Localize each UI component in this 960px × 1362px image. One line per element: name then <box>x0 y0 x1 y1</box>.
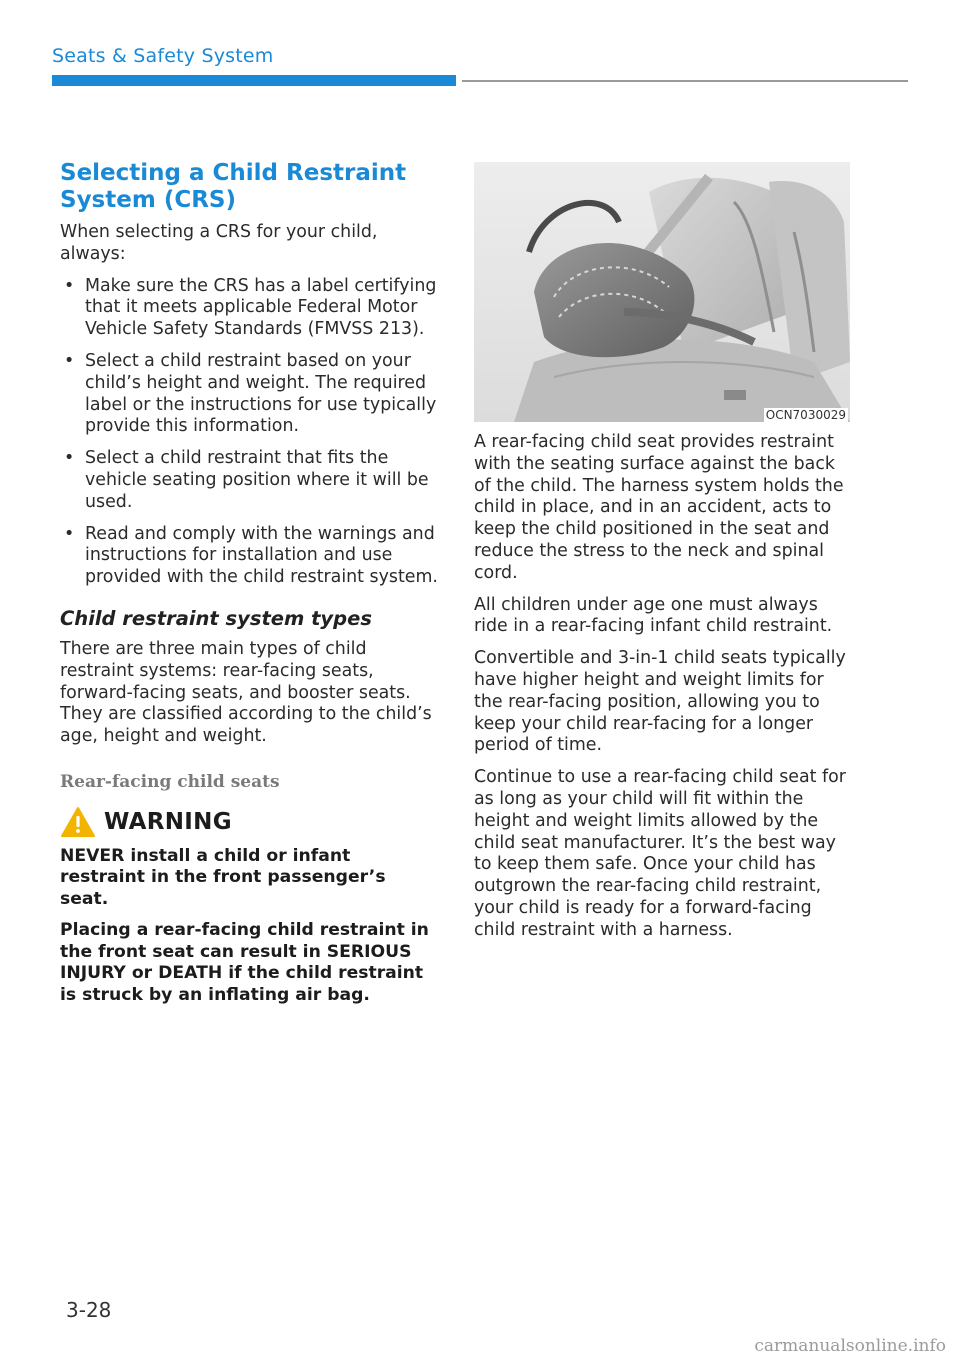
page-number: 3-28 <box>66 1298 112 1322</box>
paragraph: Convertible and 3-in-1 child seats typically have higher height and weight limits for the rear-facing position, allowing you to keep your child rear-facing for a longer period of time. <box>474 648 846 756</box>
bullet-icon: • <box>64 448 75 469</box>
list-item <box>60 524 438 589</box>
list-item-text: Read and comply with the warnings and instructions for installation and use provided with the child restraint system. <box>85 523 438 588</box>
right-column <box>474 162 850 952</box>
rear-facing-seat-figure <box>474 162 850 422</box>
header-title: Seats & Safety System <box>52 45 274 67</box>
list-item <box>60 448 438 513</box>
bullet-icon: • <box>64 350 75 371</box>
header-rule-gray <box>462 80 908 82</box>
warning-text-2: Placing a rear-facing child restraint in the front seat can result in SERIOUS INJURY or DEATH if the child restraint is struck by an inflating air bag. <box>60 920 429 1005</box>
left-column <box>60 160 438 1016</box>
list-item-text: Select a child restraint based on your child’s height and weight. The required label or the instructions for use typically provide this information. <box>85 350 437 437</box>
types-title: Child restraint system types <box>60 606 372 630</box>
paragraph: A rear-facing child seat provides restraint with the seating surface against the back of the child. The harness system holds the child in place, and in an accident, acts to keep the child positioned in the seat and reduce the stress to the neck and spinal cord. <box>474 432 844 583</box>
child-seat-illustration <box>474 162 850 422</box>
warning-icon <box>60 806 96 838</box>
warning-text-1: NEVER install a child or infant restraint in the front passenger’s seat. <box>60 845 386 909</box>
paragraph: Continue to use a rear-facing child seat for as long as your child will fit within the height and weight limits allowed by the child seat manufacturer. It’s the best way to keep them safe. Once your child has outgrown the rear-facing child restraint, your child is ready for a forward-facing child restraint with a harness. <box>474 767 846 940</box>
section-title: Selecting a Child Restraint System (CRS) <box>60 160 407 213</box>
warning-header <box>60 806 438 838</box>
bullet-icon: • <box>64 523 75 544</box>
intro-text: When selecting a CRS for your child, always: <box>60 222 378 264</box>
list-item <box>60 351 438 438</box>
paragraph: All children under age one must always ride in a rear-facing infant child restraint. <box>474 594 833 637</box>
requirements-list <box>60 276 438 589</box>
list-item-text: Make sure the CRS has a label certifying that it meets applicable Federal Motor Vehicle Safety Standards (FMVSS 213). <box>85 275 437 340</box>
list-item-text: Select a child restraint that fits the vehicle seating position where it will be used. <box>85 448 429 512</box>
types-text: There are three main types of child restraint systems: rear-facing seats, forward-facing seats, and booster seats. They are classified according to the child’s age, height and weight. <box>60 638 432 747</box>
list-item <box>60 276 438 341</box>
figure-caption: OCN7030029 <box>765 408 846 422</box>
bullet-icon: • <box>64 275 75 296</box>
header-rule-blue <box>52 75 456 86</box>
rear-facing-title: Rear-facing child seats <box>60 771 280 792</box>
watermark: carmanualsonline.info <box>754 1336 946 1356</box>
warning-label: WARNING <box>104 808 232 835</box>
